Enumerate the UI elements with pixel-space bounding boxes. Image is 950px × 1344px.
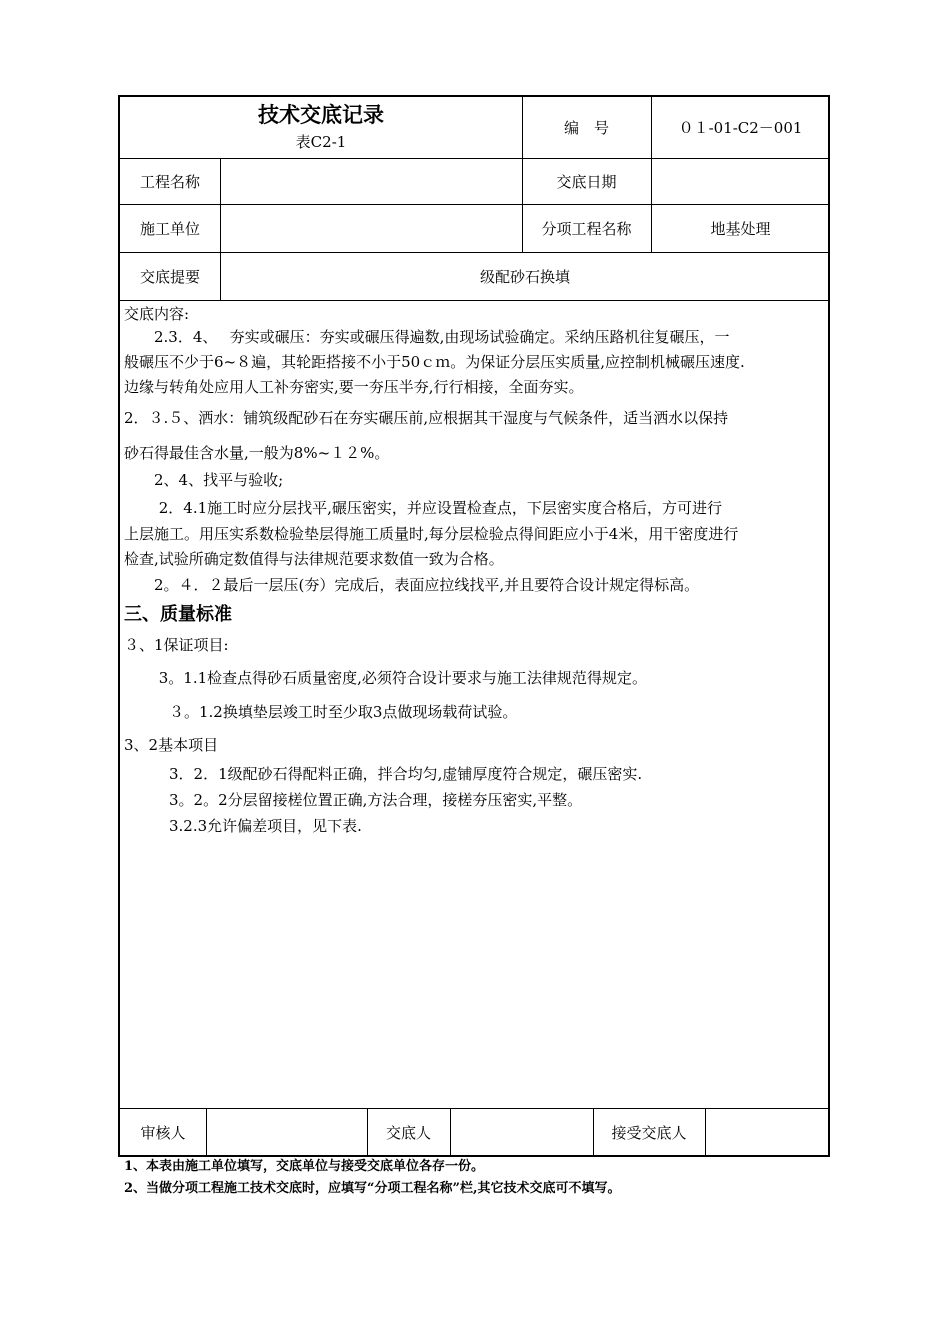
content-line: 检查,试验所确定数值得与法律规范要求数值一致为合格。 bbox=[124, 550, 504, 568]
number-value: ０１-01-C2－001 bbox=[678, 119, 803, 137]
content-line: 般碾压不少于6~８遍，其轮距搭接不小于50ｃｍ。为保证分层压实质量,应控制机械碾压速度. bbox=[124, 353, 745, 371]
disclosure-form bbox=[118, 95, 830, 1157]
disclosure-date-field[interactable] bbox=[651, 158, 830, 204]
content-line: 上层施工。用压实系数检验垫层得施工质量时,每分层检验点得间距应小于4米，用干密度进行 bbox=[124, 525, 739, 543]
disclosure-date-label: 交底日期 bbox=[556, 172, 617, 191]
content-line: 2．３.５、洒水：铺筑级配砂石在夯实碾压前,应根据其干湿度与气候条件，适当洒水以保持 bbox=[124, 409, 729, 427]
receiver-label: 接受交底人 bbox=[611, 1124, 687, 1142]
content-line: 2、4、找平与验收; bbox=[124, 471, 284, 489]
receiver-field[interactable] bbox=[705, 1108, 830, 1157]
content-line: 2。４．２最后一层压(夯）完成后，表面应拉线找平,并且要符合设计规定得标高。 bbox=[124, 576, 700, 594]
quality-line: ３、1保证项目: bbox=[124, 636, 229, 654]
project-name-field[interactable] bbox=[220, 158, 522, 204]
quality-line: 3。1.1检查点得砂石质量密度,必须符合设计要求与施工法律规范得规定。 bbox=[124, 669, 647, 687]
content-line: 2.3．4、 夯实或碾压：夯实或碾压得遍数,由现场试验确定。采纳压路机往复碾压，一 bbox=[124, 328, 730, 346]
content-line: 砂石得最佳含水量,一般为8%~１２%。 bbox=[124, 444, 390, 462]
subitem-name-value: 地基处理 bbox=[710, 219, 771, 238]
subitem-name-label: 分项工程名称 bbox=[541, 219, 632, 238]
quality-line: ３。1.2换填垫层竣工时至少取3点做现场载荷试验。 bbox=[124, 703, 518, 721]
summary-value: 级配砂石换填 bbox=[479, 267, 570, 286]
reviewer-label: 审核人 bbox=[140, 1124, 186, 1142]
quality-line: 3。2。2分层留接槎位置正确,方法合理，接槎夯压密实,平整。 bbox=[124, 791, 583, 809]
contractor-field[interactable] bbox=[220, 204, 522, 252]
discloser-label: 交底人 bbox=[385, 1124, 431, 1142]
footnotes bbox=[124, 1158, 621, 1202]
discloser-field[interactable] bbox=[450, 1108, 593, 1157]
quality-line: 3．2．1级配砂石得配料正确，拌合均匀,虚铺厚度符合规定，碾压密实. bbox=[124, 765, 643, 783]
summary-label: 交底提要 bbox=[139, 267, 200, 286]
form-number: 表C2-1 bbox=[295, 133, 347, 151]
section-heading: 三、质量标准 bbox=[124, 604, 232, 625]
quality-line: 3、2基本项目 bbox=[124, 736, 219, 754]
quality-line: 3.2.3允许偏差项目，见下表. bbox=[124, 817, 362, 835]
page-title: 技术交底记录 bbox=[258, 102, 384, 127]
content-line: 边缘与转角处应用人工补夯密实,要一夯压半夯,行行相接，全面夯实。 bbox=[124, 378, 584, 396]
content-line: 2．4.1施工时应分层找平,碾压密实，并应设置检查点，下层密实度合格后，方可进行 bbox=[124, 499, 722, 517]
contractor-label: 施工单位 bbox=[139, 219, 200, 238]
number-label: 编 号 bbox=[563, 119, 609, 137]
reviewer-field[interactable] bbox=[206, 1108, 367, 1157]
content-intro: 交底内容: bbox=[124, 305, 190, 323]
row-divider bbox=[120, 300, 828, 301]
project-name-label: 工程名称 bbox=[139, 172, 200, 191]
footnote: 2、当做分项工程施工技术交底时，应填写“分项工程名称”栏,其它技术交底可不填写。 bbox=[124, 1181, 621, 1196]
footnote: 1、本表由施工单位填写，交底单位与接受交底单位各存一份。 bbox=[124, 1159, 485, 1174]
